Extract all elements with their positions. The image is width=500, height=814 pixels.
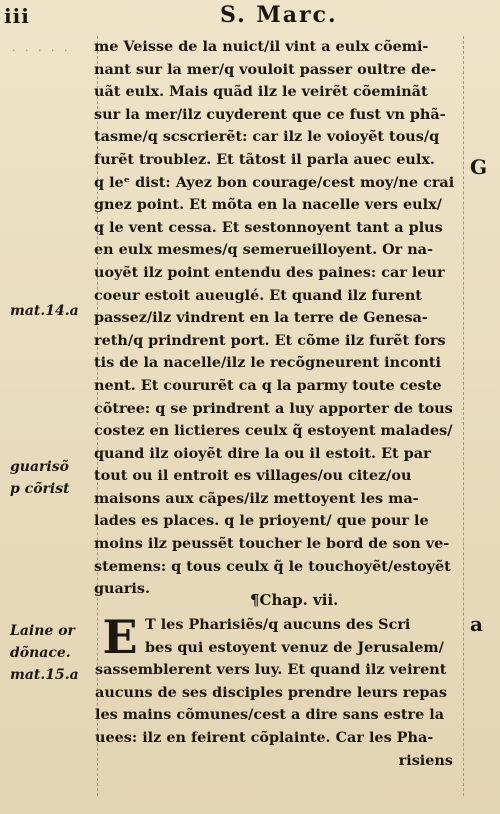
body-text [94, 36, 458, 601]
text-line: T les Pharisiẽs/q aucuns des Scri [145, 616, 411, 633]
margin-note: mat.14.a [10, 303, 79, 319]
text-line: lades es places. q le prioyent/ que pour le [94, 512, 429, 530]
ink-speckle-decoration: · · · · · [12, 44, 71, 57]
text-line: bes qui estoyent venuz de Jerusalem/ [145, 638, 444, 656]
right-margin-rule [463, 36, 464, 796]
text-line: en eulx mesmes/q semerueilloyent. Or na- [94, 241, 433, 259]
text-line: passez/ilz vindrent en la terre de Genesa- [94, 309, 428, 327]
chapter-heading: ¶Chap. vii. [250, 591, 339, 609]
margin-note: Laine or [10, 623, 75, 639]
text-line: cõtree: q se prindrent a luy apporter de tous [94, 399, 453, 417]
text-line: maisons aux cãpes/ilz mettoyent les ma- [94, 489, 419, 507]
text-line: reth/q prindrent port. Et cõme ilz furẽt fors [94, 331, 446, 349]
running-head: S. Marc. [220, 2, 338, 28]
text-line: uoyẽt ilz point entendu des paines: car leur [94, 263, 445, 281]
text-line: costez en lictieres ceulx q̃ estoyent malades/ [94, 422, 453, 440]
text-line: uãt eulx. Mais quãd ilz le veirẽt cõeminãt [94, 83, 428, 101]
text-line: stemens: q tous ceulx q̃ le touchoyẽt/estoyẽt [94, 557, 451, 575]
text-line: les mains cõmunes/cest a dire sans estre la [95, 706, 445, 724]
margin-note: dõnace. [10, 645, 71, 661]
margin-note: guarisõ [10, 459, 69, 475]
margin-note: mat.15.a [10, 667, 79, 683]
text-line: nant sur la mer/q vouloit passer oultre de- [94, 60, 437, 78]
drop-cap-initial: E [102, 610, 138, 664]
text-line: moins ilz peussẽt toucher le bord de son ve- [94, 535, 450, 553]
text-line: nent. Et coururẽt ca q la parmy toute ceste [94, 376, 442, 394]
text-line: tasme/q scscrierẽt: car ilz le voioyẽt tous/q [94, 128, 440, 146]
text-line: gnez point. Et mõta en la nacelle vers eulx/ [94, 196, 442, 214]
text-line: tis de la nacelle/ilz le recõgneurent inconti [94, 354, 442, 372]
margin-note: p cõrist [10, 481, 70, 497]
text-line: coeur estoit aueuglé. Et quand ilz furent [94, 286, 422, 304]
text-line: furẽt troublez. Et tãtost il parla auec eulx. [94, 150, 435, 168]
margin-section-letter: a [470, 612, 483, 636]
text-line: uees: ilz en feirent cõplainte. Car les Pha- [95, 728, 434, 746]
text-line: aucuns de ses disciples prendre leurs repas [95, 683, 447, 701]
margin-section-letter: G [470, 155, 488, 179]
folio-number: iii [4, 4, 30, 28]
text-line: guaris. [94, 580, 151, 598]
text-line: quand ilz oioyẽt dire la ou il estoit. Et par [94, 444, 431, 462]
body-text-continued [95, 610, 459, 772]
text-line: tout ou il entroit es villages/ou citez/ou [94, 467, 412, 485]
text-line: me Veisse de la nuict/il vint a eulx cõemi- [94, 38, 429, 55]
catchword: risiens [398, 751, 453, 769]
text-line: q leᵉ dist: Ayez bon courage/cest moy/ne crai [94, 173, 455, 191]
text-line: sur la mer/ilz cuyderent que ce fust vn phã- [94, 105, 446, 123]
text-line: q le vent cessa. Et sestonnoyent tant a plus [94, 218, 443, 236]
text-line: sassemblerent vers luy. Et quand ilz veirent [95, 661, 447, 679]
